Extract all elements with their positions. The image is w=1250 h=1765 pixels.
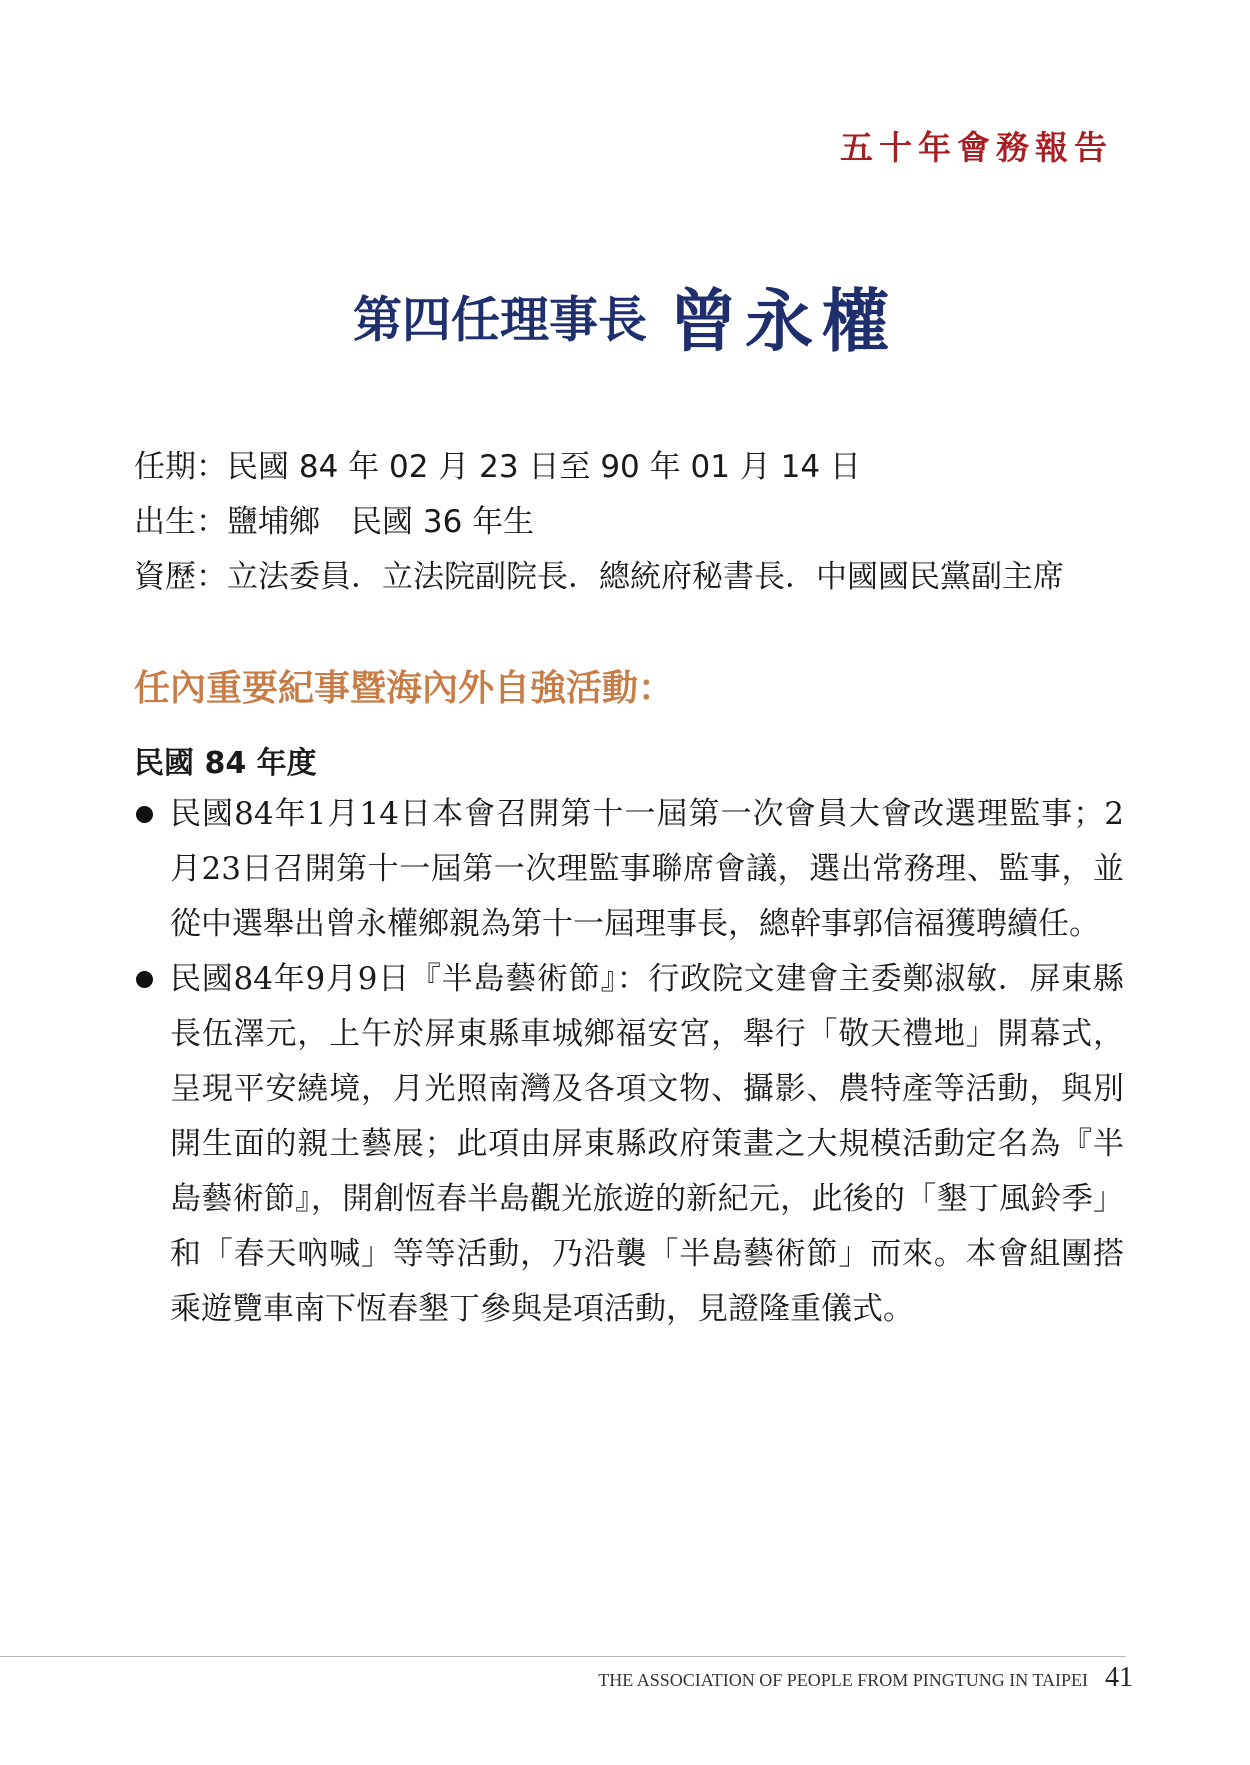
report-title: 五十年會務報告: [840, 128, 1113, 167]
bullet-icon: [136, 806, 153, 823]
chairman-role: 第四任理事長: [352, 290, 647, 349]
year-heading: 民國 84 年度: [134, 746, 317, 781]
list-item: [134, 787, 1124, 952]
birth-line: 出生：鹽埔鄉 民國 36 年生: [134, 504, 535, 540]
career-line: 資歷：立法委員．立法院副院長．總統府秘書長．中國國民黨副主席: [134, 559, 1064, 595]
profile-info: [134, 440, 1064, 605]
bullet-icon: [136, 971, 153, 988]
footer-divider: [0, 1656, 1126, 1657]
event-text: 民國84年1月14日本會召開第十一屆第一次會員大會改選理監事；2月23日召開第十一屆第一次理監事聯席會議，選出常務理、監事，並從中選舉出曾永權鄉親為第十一屆理事長，總幹事郭信福獲聘續任。: [170, 796, 1124, 942]
footer-org-name: THE ASSOCIATION OF PEOPLE FROM PINGTUNG IN TAIPEI: [598, 1670, 1088, 1690]
list-item: [134, 952, 1124, 1337]
event-text: 民國84年9月9日『半島藝術節』：行政院文建會主委鄭淑敏．屏東縣長伍澤元，上午於屏東縣車城鄉福安宮，舉行「敬天禮地」開幕式，呈現平安繞境，月光照南灣及各項文物、攝影、農特產等活動，與別開生面的親土藝展；此項由屏東縣政府策畫之大規模活動定名為『半島藝術節』，開創恆春半島觀光旅遊的新紀元，此後的「墾丁風鈴季」和「春天吶喊」等等活動，乃沿襲「半島藝術節」而來。本會組團搭乘遊覽車南下恆春墾丁參與是項活動，見證隆重儀式。: [170, 961, 1124, 1327]
section-heading: 任內重要紀事暨海內外自強活動：: [134, 668, 675, 709]
page-number: 41: [1105, 1662, 1133, 1693]
event-list: [134, 787, 1124, 1337]
chairman-name: 曾永權: [669, 282, 898, 362]
page-heading: [0, 268, 1250, 365]
term-line: 任期：民國 84 年 02 月 23 日至 90 年 01 月 14 日: [134, 449, 861, 485]
